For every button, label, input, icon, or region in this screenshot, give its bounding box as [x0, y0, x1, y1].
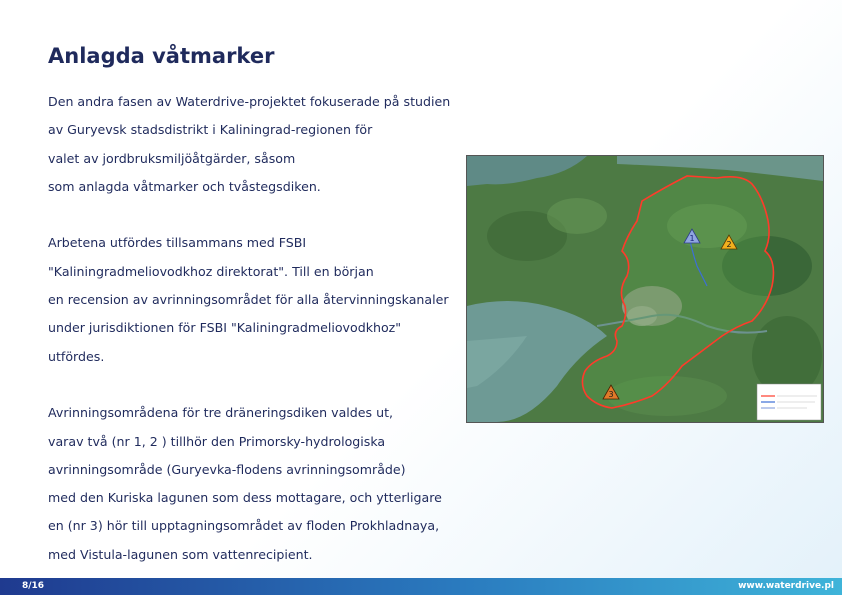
marker-2-label: 2: [726, 240, 732, 249]
paragraph-2-line: utfördes.: [48, 348, 105, 364]
page-number: 8/16: [22, 581, 45, 591]
footer-website-link[interactable]: www.waterdrive.pl: [738, 581, 834, 591]
paragraph-2-line: under jurisdiktionen för FSBI "Kaliningradmeliovodkhoz": [48, 320, 402, 336]
paragraph-1-line: som anlagda våtmarker och tvåstegsdiken.: [48, 178, 321, 194]
paragraph-3-line: avrinningsområde (Guryevka-flodens avrinningsområde): [48, 461, 406, 477]
footer-bar: [0, 578, 842, 595]
paragraph-3-line: med Vistula-lagunen som vattenrecipient.: [48, 546, 313, 562]
paragraph-1-line: Den andra fasen av Waterdrive-projektet fokuserade på studien: [48, 94, 451, 109]
paragraph-1-line: av Guryevsk stadsdistrikt i Kaliningrad-regionen för: [48, 122, 373, 138]
paragraph-2-line: "Kaliningradmeliovodkhoz direktorat". Till en början: [48, 263, 374, 279]
paragraph-3-line: en (nr 3) hör till upptagningsområdet av floden Prokhladnaya,: [48, 518, 440, 534]
body-text: [48, 88, 458, 569]
satellite-map-image: [467, 156, 823, 422]
paragraph-3-line: med den Kuriska lagunen som dess mottagare, och ytterligare: [48, 490, 442, 506]
paragraph-1-line: valet av jordbruksmiljöåtgärder, såsom: [48, 150, 296, 166]
marker-3-label: 3: [608, 390, 614, 399]
paragraph-3-line: Avrinningsområdena för tre dräneringsdiken valdes ut,: [48, 405, 394, 421]
marker-1-label: 1: [689, 234, 695, 243]
paragraph-3-line: varav två (nr 1, 2 ) tillhör den Primorsky-hydrologiska: [48, 433, 386, 449]
page-title: Anlagda våtmarker: [48, 44, 275, 68]
catchment-map: [466, 155, 824, 423]
paragraph-2-line: en recension av avrinningsområdet för alla återvinningskanaler: [48, 292, 449, 308]
paragraph-2-line: Arbetena utfördes tillsammans med FSBI: [48, 235, 307, 251]
